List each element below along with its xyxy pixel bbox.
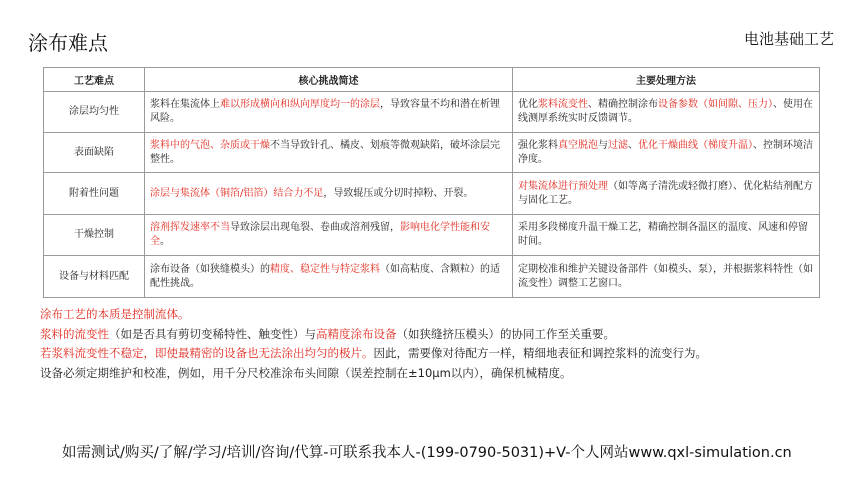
text-segment: 不当导致针孔、橘皮、划痕等微观缺陷，破坏涂层完整性。 [150, 139, 500, 165]
notes-block [40, 305, 707, 383]
text-segment: 因此，需要像对待配方一样，精细地表征和调控浆料的流变行为。 [373, 346, 707, 360]
row-category: 表面缺陷 [44, 133, 145, 173]
table-header-row [44, 68, 820, 92]
row-category: 涂层均匀性 [44, 92, 145, 133]
row-challenge [145, 215, 513, 256]
page-title: 涂布难点 [28, 31, 108, 55]
note-line [40, 305, 707, 325]
table-row [44, 215, 820, 256]
text-segment: 。 [160, 236, 170, 247]
difficulty-table [43, 67, 820, 298]
highlight-text: 涂层与集流体（铜箔/铝箔）结合力不足 [150, 187, 324, 199]
highlight-text: 对集流体进行预处理 [518, 180, 608, 192]
text-segment: 、 [628, 139, 638, 151]
highlight-text: 设备参数（如间隙、压力） [658, 99, 773, 110]
row-challenge [145, 173, 513, 215]
contact-footer: 如需测试/购买/了解/学习/培训/咨询/代算-可联系我本人-(199-0790-5031)+V-个人网站www.qxl-simulation.cn [62, 445, 792, 461]
highlight-text: 涂布工艺的本质是控制流体。 [40, 307, 190, 321]
text-segment: 浆料在集流体上 [150, 99, 220, 110]
note-line [40, 364, 707, 384]
highlight-text: 真空脱泡 [558, 139, 598, 151]
highlight-text: 高精度涂布设备 [316, 326, 397, 341]
note-line [40, 344, 707, 364]
header-challenge: 核心挑战简述 [145, 68, 513, 92]
row-challenge [145, 92, 513, 133]
section-label: 电池基础工艺 [743, 30, 834, 48]
highlight-text: 浆料中的气泡、杂质或干燥 [150, 139, 270, 151]
highlight-text: 若浆料流变性不稳定，即使最精密的设备也无法涂出均匀的极片。 [40, 346, 374, 360]
text-segment: （如狭缝挤压模头）的协同工作至关重要。 [396, 326, 615, 341]
text-segment: 设备必须定期维护和校准，例如，用千分尺校准涂布头间隙（误差控制在±10μm以内），确保机械精度。 [40, 365, 572, 380]
text-segment: 涂布设备（如狭缝模头）的 [150, 263, 270, 275]
text-segment: （如高粘度、含颗粒）的适配性挑战。 [150, 263, 500, 289]
table-row [44, 256, 820, 298]
header-method: 主要处理方法 [513, 68, 820, 92]
text-segment: 导致涂层出现龟裂、卷曲或溶剂残留， [230, 222, 400, 233]
text-segment: 采用多段梯度升温干燥工艺，精确控制各温区的温度、风速和停留时间。 [518, 222, 808, 247]
highlight-text: 难以形成横向和纵向厚度均一的涂层 [220, 99, 380, 110]
table-row [44, 173, 820, 215]
text-segment: （如等离子清洗或轻微打磨）、优化粘结剂配方与固化工艺。 [518, 180, 813, 206]
text-segment: 、控制环境洁净度。 [518, 139, 813, 165]
highlight-text: 浆料的流变性 [40, 326, 109, 341]
table-row [44, 133, 820, 173]
text-segment: （如是否具有剪切变稀特性、触变性）与 [109, 326, 316, 341]
text-segment: 优化 [518, 99, 538, 110]
highlight-text: 影响电化学性能和安全 [150, 222, 490, 247]
row-method [513, 173, 820, 215]
text-segment: 定期校准和维护关键设备部件（如模头、泵），并根据浆料特性（如流变性）调整工艺窗口。 [518, 263, 813, 289]
note-line [40, 325, 707, 345]
highlight-text: 溶剂挥发速率不当 [150, 222, 230, 233]
highlight-text: 精度、稳定性与特定浆料 [270, 263, 380, 275]
highlight-text: 优化干燥曲线（梯度升温） [638, 139, 753, 151]
row-category: 干燥控制 [44, 215, 145, 256]
row-category: 设备与材料匹配 [44, 256, 145, 298]
row-method [513, 215, 820, 256]
row-method [513, 256, 820, 298]
text-segment: 与 [598, 139, 608, 151]
row-method [513, 133, 820, 173]
row-method [513, 92, 820, 133]
text-segment: 、精确控制涂布 [588, 99, 658, 110]
highlight-text: 过滤 [608, 139, 628, 151]
text-segment: 、使用在线测厚系统实时反馈调节。 [518, 99, 813, 124]
header-difficulty: 工艺难点 [44, 68, 145, 92]
text-segment: ，导致容量不均和潜在析锂风险。 [150, 99, 500, 124]
text-segment: 强化浆料 [518, 139, 558, 151]
text-segment: ，导致辊压或分切时掉粉、开裂。 [323, 187, 474, 199]
row-challenge [145, 133, 513, 173]
highlight-text: 浆料流变性 [538, 99, 588, 110]
row-challenge [145, 256, 513, 298]
row-category: 附着性问题 [44, 173, 145, 215]
table-row [44, 92, 820, 133]
